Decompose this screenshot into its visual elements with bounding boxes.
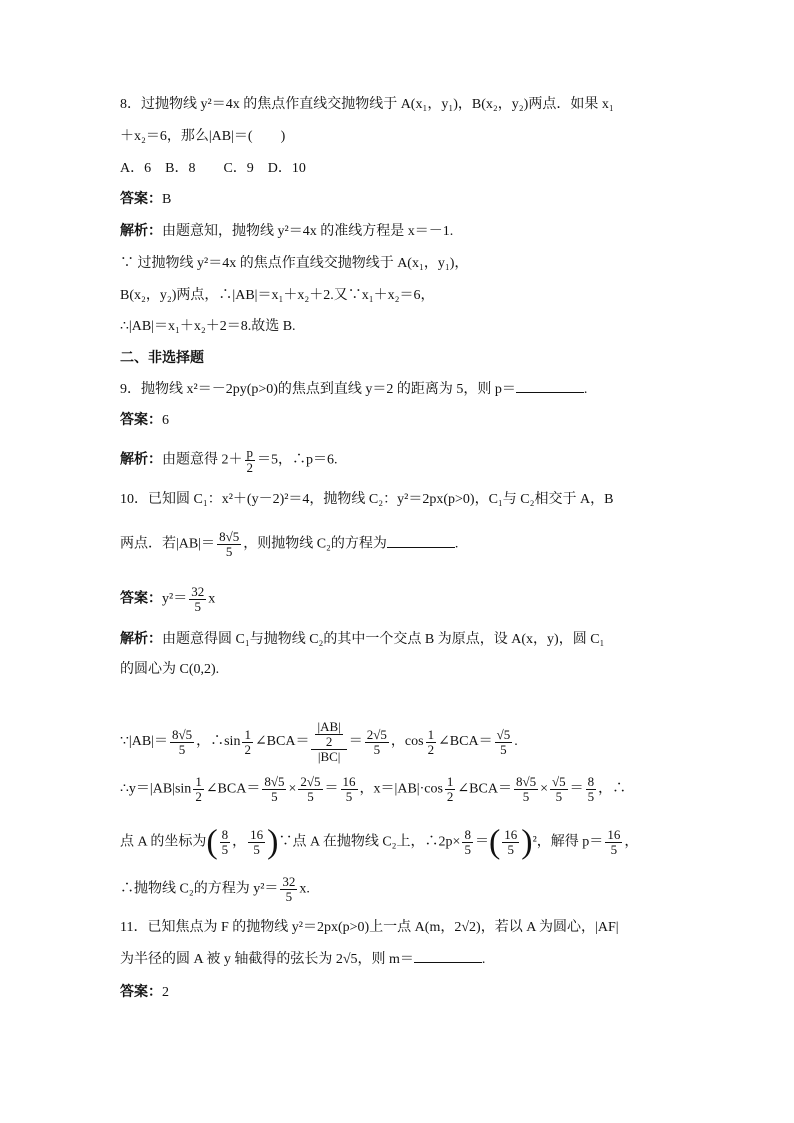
fraction	[298, 775, 322, 804]
q8-analysis-line1	[120, 222, 453, 242]
q8-analysis-line4: ∴|AB|＝x₁＋x₂＋2＝8.故选 B.	[120, 319, 296, 334]
q9-stem	[120, 380, 587, 400]
fraction-denominator: 2	[195, 789, 202, 804]
fraction-denominator: 5	[373, 741, 381, 757]
right-paren: )	[521, 823, 533, 861]
fraction-numerator: 1	[244, 726, 251, 742]
q11-stem-line2	[120, 950, 485, 970]
answer-blank	[387, 547, 455, 548]
math-text: ∠BCA＝	[438, 734, 493, 750]
fraction-numerator: 1	[427, 726, 435, 742]
fraction-denominator: 5	[345, 789, 353, 804]
fraction	[248, 828, 265, 857]
fraction	[445, 775, 456, 804]
math-text: ，cos	[390, 734, 424, 750]
fraction	[242, 728, 253, 757]
math-text: .	[514, 734, 518, 750]
fraction-denominator: 2	[246, 460, 253, 475]
fraction-denominator: 5	[507, 842, 515, 857]
fraction	[315, 720, 342, 749]
fraction-denominator: 5	[221, 842, 229, 857]
fraction-numerator: 16	[607, 827, 621, 842]
comma: ，	[232, 834, 247, 850]
q8-stem-line1: 8．过抛物线 y²＝4x 的焦点作直线交抛物线于 A(x₁，y₁)，B(x₂，y₂)两点．如果 x₁	[120, 97, 614, 112]
fraction	[514, 775, 538, 804]
fraction-numerator: 2√5	[300, 774, 321, 789]
math-text: ×	[288, 781, 297, 797]
fraction	[280, 875, 297, 904]
fraction-numerator: 8√5	[515, 774, 537, 789]
fraction-numerator: 16	[504, 827, 518, 842]
q9-analysis	[120, 446, 338, 475]
q10-analysis-line4	[120, 775, 626, 804]
analysis-text: 由题意得圆 C₁与抛物线 C₂的其中一个交点 B 为原点，设 A(x，y)，圆 C₁	[162, 632, 605, 647]
q9-answer	[120, 411, 169, 431]
math-text: ∵点 A 在抛物线 C₂上，∴2p×	[278, 834, 461, 850]
answer-blank	[516, 392, 584, 393]
fraction-denominator: 5	[178, 741, 186, 757]
fraction	[245, 446, 256, 475]
answer-value: 6	[162, 413, 169, 428]
fraction	[189, 585, 206, 614]
analysis-label: 解析：	[120, 224, 162, 239]
fraction-denominator: 5	[194, 599, 201, 614]
answer-label: 答案：	[120, 985, 162, 1000]
math-text: ∵|AB|＝	[120, 734, 168, 750]
q11-stem-end: .	[481, 952, 486, 967]
fraction	[193, 775, 204, 804]
math-text: 点 A 的坐标为	[120, 834, 207, 850]
q8-options: A．6 B．8 C．9 D．10	[120, 161, 306, 176]
q10-stem-line1: 10．已知圆 C₁：x²＋(y－2)²＝4，抛物线 C₂：y²＝2px(p>0)，C₁与 C₂相交于 A，B	[120, 492, 614, 507]
fraction-numerator: p	[246, 445, 253, 460]
fraction-numerator: √5	[496, 726, 511, 742]
analysis-label: 解析：	[120, 632, 162, 647]
math-text: ∠BCA＝	[457, 781, 512, 797]
fraction-denominator: 5	[285, 889, 293, 904]
q10-stem-end: .	[454, 536, 459, 552]
fraction	[550, 775, 568, 804]
fraction-denominator: 5	[225, 544, 233, 559]
fraction-denominator: |BC|	[317, 749, 341, 764]
math-text: ∴y＝|AB|sin	[120, 781, 192, 797]
q10-stem-text: ，则抛物线 C₂的方程为	[243, 536, 387, 552]
math-text: ²，解得 p＝	[532, 834, 604, 850]
math-text: ∠BCA＝	[254, 734, 310, 750]
answer-blank	[414, 962, 482, 963]
compound-fraction	[311, 720, 346, 764]
answer-value: B	[162, 192, 172, 207]
fraction-denominator: 5	[522, 789, 530, 804]
fraction-denominator: 5	[587, 789, 595, 804]
math-text: ＝	[324, 781, 339, 797]
left-paren: (	[206, 823, 218, 861]
q8-stem-line2: ＋x₂＝6，那么|AB|＝( )	[120, 129, 286, 144]
fraction	[170, 728, 194, 757]
q10-analysis-line6	[120, 875, 310, 904]
fraction-denominator: 2	[446, 789, 454, 804]
math-text: ，x＝|AB|·cos	[359, 781, 443, 797]
fraction-denominator: 5	[464, 842, 471, 857]
fraction-numerator: 8√5	[264, 774, 285, 789]
fraction-numerator: 8	[221, 827, 229, 842]
q10-analysis-line5	[120, 823, 639, 861]
fraction	[502, 828, 519, 857]
fraction-denominator: 5	[253, 842, 260, 857]
fraction-numerator: 2√5	[366, 726, 387, 742]
fraction-numerator: 8	[587, 774, 595, 789]
fraction-denominator: 2	[244, 741, 251, 757]
analysis-label: 解析：	[120, 452, 162, 468]
fraction	[262, 775, 286, 804]
fraction-numerator: 16	[342, 774, 356, 789]
q11-stem-text: 为半径的圆 A 被 y 轴截得的弦长为 2√5，则 m＝	[120, 952, 414, 967]
fraction-denominator: 2	[427, 741, 435, 757]
q11-answer	[120, 983, 169, 1003]
fraction-numerator: 16	[250, 827, 264, 842]
fraction	[586, 775, 597, 804]
answer-label: 答案：	[120, 192, 162, 207]
analysis-text: ＝5，∴p＝6.	[257, 452, 338, 468]
q10-stem-line2	[120, 530, 458, 559]
q9-stem-text: 9．抛物线 x²＝－2py(p>0)的焦点到直线 y＝2 的距离为 5，则 p＝	[120, 382, 516, 397]
fraction-numerator: 1	[446, 774, 454, 789]
fraction	[365, 728, 389, 757]
fraction-numerator: 32	[282, 874, 296, 889]
right-paren: )	[267, 823, 279, 861]
math-text: x.	[299, 881, 310, 897]
fraction-numerator: 32	[191, 584, 205, 599]
q8-answer	[120, 190, 171, 210]
fraction-denominator: 5	[271, 789, 278, 804]
answer-label: 答案：	[120, 591, 162, 607]
fraction-denominator: 5	[307, 789, 314, 804]
q10-analysis-line1	[120, 630, 604, 650]
q10-analysis-line3	[120, 720, 518, 764]
math-text: ∴抛物线 C₂的方程为 y²＝	[120, 881, 279, 897]
fraction	[495, 728, 513, 757]
fraction-denominator: 5	[555, 789, 563, 804]
q10-answer	[120, 585, 215, 614]
fraction	[217, 530, 241, 559]
fraction-numerator: 8	[464, 827, 471, 842]
fraction	[341, 775, 358, 804]
q11-stem-line1: 11．已知焦点为 F 的抛物线 y²＝2px(p>0)上一点 A(m，2√2)，若以 A 为圆心，|AF|	[120, 920, 619, 935]
math-text: ×	[540, 781, 548, 797]
fraction-denominator: 2	[325, 734, 333, 749]
analysis-text: 由题意得 2＋	[162, 452, 243, 468]
math-text: ∠BCA＝	[205, 781, 261, 797]
fraction	[605, 828, 622, 857]
fraction-denominator: 5	[500, 741, 507, 757]
q8-analysis-line2: ∵ 过抛物线 y²＝4x 的焦点作直线交抛物线于 A(x₁，y₁)，	[120, 256, 469, 271]
q10-analysis-line2: 的圆心为 C(0,2).	[120, 662, 220, 677]
fraction-numerator: 1	[195, 774, 202, 789]
q8-analysis-line3: B(x₂，y₂)两点，∴|AB|＝x₁＋x₂＋2.又∵x₁＋x₂＝6，	[120, 288, 435, 303]
math-text: ＝	[569, 781, 584, 797]
answer-value: 2	[162, 985, 169, 1000]
left-paren: (	[488, 823, 501, 861]
fraction	[462, 828, 473, 857]
answer-label: 答案：	[120, 413, 162, 428]
fraction-numerator: |AB|	[317, 719, 341, 734]
fraction-numerator: 8√5	[219, 529, 240, 544]
math-text: ，∴sin	[196, 734, 241, 750]
fraction-numerator: 8√5	[171, 726, 193, 742]
fraction	[220, 828, 231, 857]
fraction-numerator	[311, 720, 346, 750]
math-text: ＝	[348, 734, 363, 750]
q9-stem-end: .	[583, 382, 588, 397]
fraction	[426, 728, 437, 757]
fraction-numerator: √5	[552, 774, 566, 789]
answer-value: y²＝	[162, 591, 188, 607]
math-text: ＝	[474, 834, 489, 850]
q10-stem-text: 两点．若|AB|＝	[120, 536, 216, 552]
math-text: ，∴	[598, 781, 627, 797]
fraction-denominator: 5	[610, 842, 618, 857]
math-text: ，	[624, 834, 639, 850]
answer-value: x	[208, 591, 216, 607]
section-heading: 二、非选择题	[120, 350, 204, 366]
analysis-text: 由题意知，抛物线 y²＝4x 的准线方程是 x＝－1.	[162, 224, 454, 239]
